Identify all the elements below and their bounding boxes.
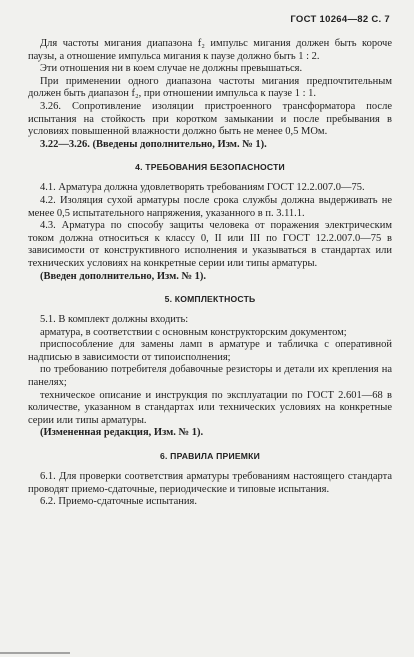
paragraph: 4.1. Арматура должна удовлетворять требованиям ГОСТ 12.2.007.0—75. [40, 182, 365, 194]
amendment-note: (Введен дополнительно, Изм. № 1). [40, 270, 207, 282]
paragraph: 3.26. Сопротивление изоляции пристроенного трансформатора после испытания на стойкость при коротком замыкании и после пребывания в условиях повышенной влажности должно быть не менее 0,5 МОм. [28, 100, 392, 138]
section-heading-completeness: 5. КОМПЛЕКТНОСТЬ [164, 294, 256, 305]
amendment-note: (Измененная редакция, Изм. № 1). [40, 427, 204, 439]
section-heading-acceptance: 6. ПРАВИЛА ПРИЕМКИ [160, 451, 260, 462]
page-edge-mark [0, 652, 70, 654]
paragraph: 4.2. Изоляция сухой арматуры после срока службы должна выдерживать не менее 0,5 испытательного напряжения, указанного в п. 3.11.1. [28, 194, 392, 219]
paragraph: Для частоты мигания диапазона f₂ импульс мигания должен быть короче паузы, а отношение импульса мигания к паузе должно быть 1 : 2. [28, 38, 392, 62]
paragraph: 6.2. Приемо-сдаточные испытания. [40, 496, 197, 508]
paragraph: 5.1. В комплект должны входить: [40, 314, 189, 326]
list-item: по требованию потребителя добавочные резисторы и детали их крепления на панелях; [28, 364, 392, 389]
list-item: арматура, в соответствии с основным конструкторским документом; [40, 326, 347, 338]
list-item: приспособление для замены ламп в арматуре и табличка с оперативной надписью в зависимости от типоисполнения; [28, 339, 392, 363]
paragraph: Эти отношения ни в коем случае не должны превышаться. [40, 63, 303, 75]
amendment-note: 3.22—3.26. (Введены дополнительно, Изм. № 1). [40, 138, 267, 150]
section-heading-safety: 4. ТРЕБОВАНИЯ БЕЗОПАСНОСТИ [135, 162, 285, 173]
list-item: техническое описание и инструкция по эксплуатации по ГОСТ 2.601—68 в количестве, указанном в стандартах или технических условиях на конкретные серии или типы арматуры. [28, 389, 392, 426]
paragraph: При применении одного диапазона частоты мигания предпочтительным должен быть диапазон f₂, при отношении импульса к паузе 1 : 1. [28, 75, 392, 100]
paragraph: 4.3. Арматура по способу защиты человека от поражения электрическим током должна относиться к классу 0, II или III по ГОСТ 12.2.007.0—75 в зависимости от конструктивного исполнения и указываться в стандартах или технических условиях на конкретные серии или типы арматуры. [28, 220, 392, 269]
paragraph: 6.1. Для проверки соответствия арматуры требованиям настоящего стандарта проводят приемо-сдаточные, периодические и типовые испытания. [28, 471, 392, 495]
page-header: ГОСТ 10264—82 С. 7 [290, 14, 390, 25]
